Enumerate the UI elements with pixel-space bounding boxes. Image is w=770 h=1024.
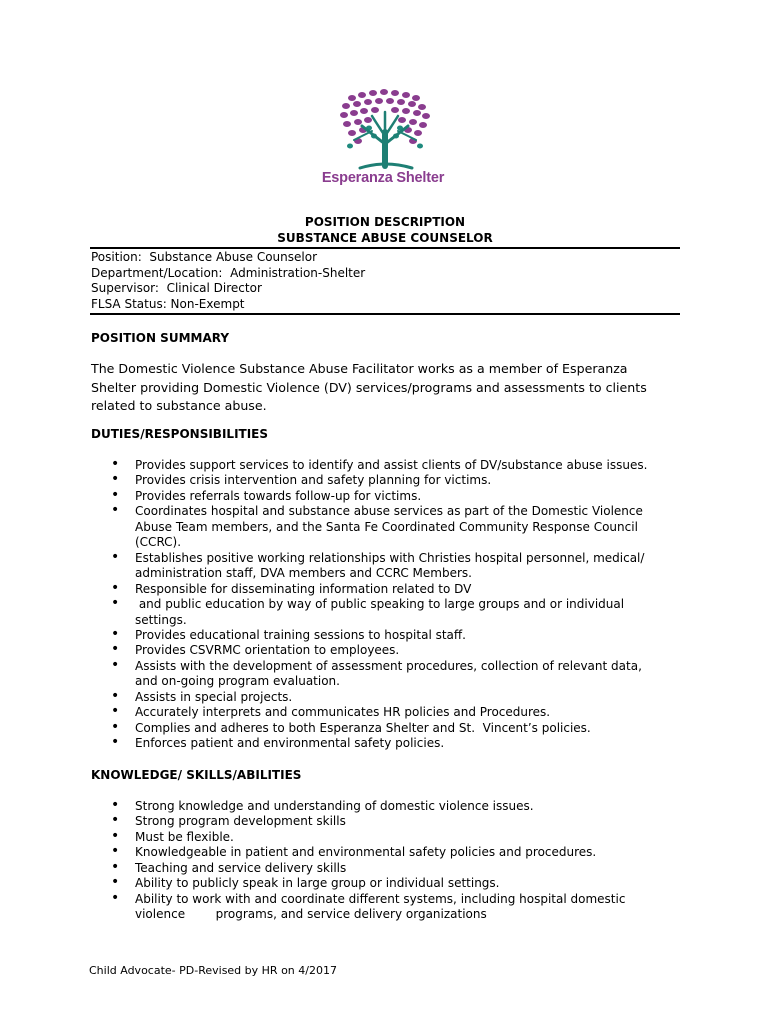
flsa-status-line: FLSA Status: Non-Exempt [91,296,245,311]
list-item: • Provides educational training sessions to hospital staff. [91,628,681,643]
list-item: • Teaching and service delivery skills [91,861,681,876]
list-item: • Must be flexible. [91,830,681,845]
list-item: • Provides crisis intervention and safety planning for victims. [91,473,681,488]
list-item: • Strong program development skills [91,814,681,829]
page-footer: Child Advocate- PD-Revised by HR on 4/2017 [89,964,337,977]
skills-list [91,799,681,923]
logo-wordmark: Esperanza Shelter [321,170,445,186]
list-item: • Coordinates hospital and substance abuse services as part of the Domestic Violence Abuse Team members, and the Santa Fe Coordinated Community Response Council (CCRC). [91,504,681,550]
list-item: • Provides CSVRMC orientation to employees. [91,643,681,658]
list-item: • Responsible for disseminating information related to DV [91,582,681,597]
position-info [91,250,365,312]
summary-heading: POSITION SUMMARY [91,331,230,345]
list-item: • Provides support services to identify and assist clients of DV/substance abuse issues. [91,458,681,473]
top-divider [90,247,680,249]
skills-heading: KNOWLEDGE/ SKILLS/ABILITIES [91,768,302,782]
list-item: • Assists with the development of assessment procedures, collection of relevant data, and on-going program evaluation. [91,659,681,690]
document-title: POSITION DESCRIPTION [304,215,466,229]
list-item: • Knowledgeable in patient and environmental safety policies and procedures. [91,845,681,860]
supervisor-line: Supervisor: Clinical Director [91,281,262,296]
list-item: • Strong knowledge and understanding of domestic violence issues. [91,799,681,814]
bottom-divider [90,313,680,315]
list-item: • Enforces patient and environmental safety policies. [91,736,681,751]
list-item: • Ability to publicly speak in large group or individual settings. [91,876,681,891]
department-line: Department/Location: Administration-Shelter [91,265,366,280]
duties-list [91,458,681,752]
document-titles [90,214,680,246]
list-item: • Assists in special projects. [91,690,681,705]
duties-heading: DUTIES/RESPONSIBILITIES [91,427,269,441]
list-item: • Provides referrals towards follow-up for victims. [91,489,681,504]
list-item: • and public education by way of public speaking to large groups and or individual settings. [91,597,681,628]
list-item: • Establishes positive working relationships with Christies hospital personnel, medical/ administration staff, DVA members and CCRC Members. [91,551,681,582]
list-item: • Complies and adheres to both Esperanza Shelter and St. Vincent’s policies. [91,721,681,736]
position-line: Position: Substance Abuse Counselor [91,250,318,264]
summary-text: The Domestic Violence Substance Abuse Facilitator works as a member of Esperanza Shelter providing Domestic Violence (DV) services/programs and assessments to clients related to substance abuse. [91,361,647,413]
list-item: • Accurately interprets and communicates HR policies and Procedures. [91,705,681,720]
document-subtitle: SUBSTANCE ABUSE COUNSELOR [277,231,493,245]
list-item: • Ability to work with and coordinate different systems, including hospital domestic violence programs, and service delivery organizations [91,892,681,923]
